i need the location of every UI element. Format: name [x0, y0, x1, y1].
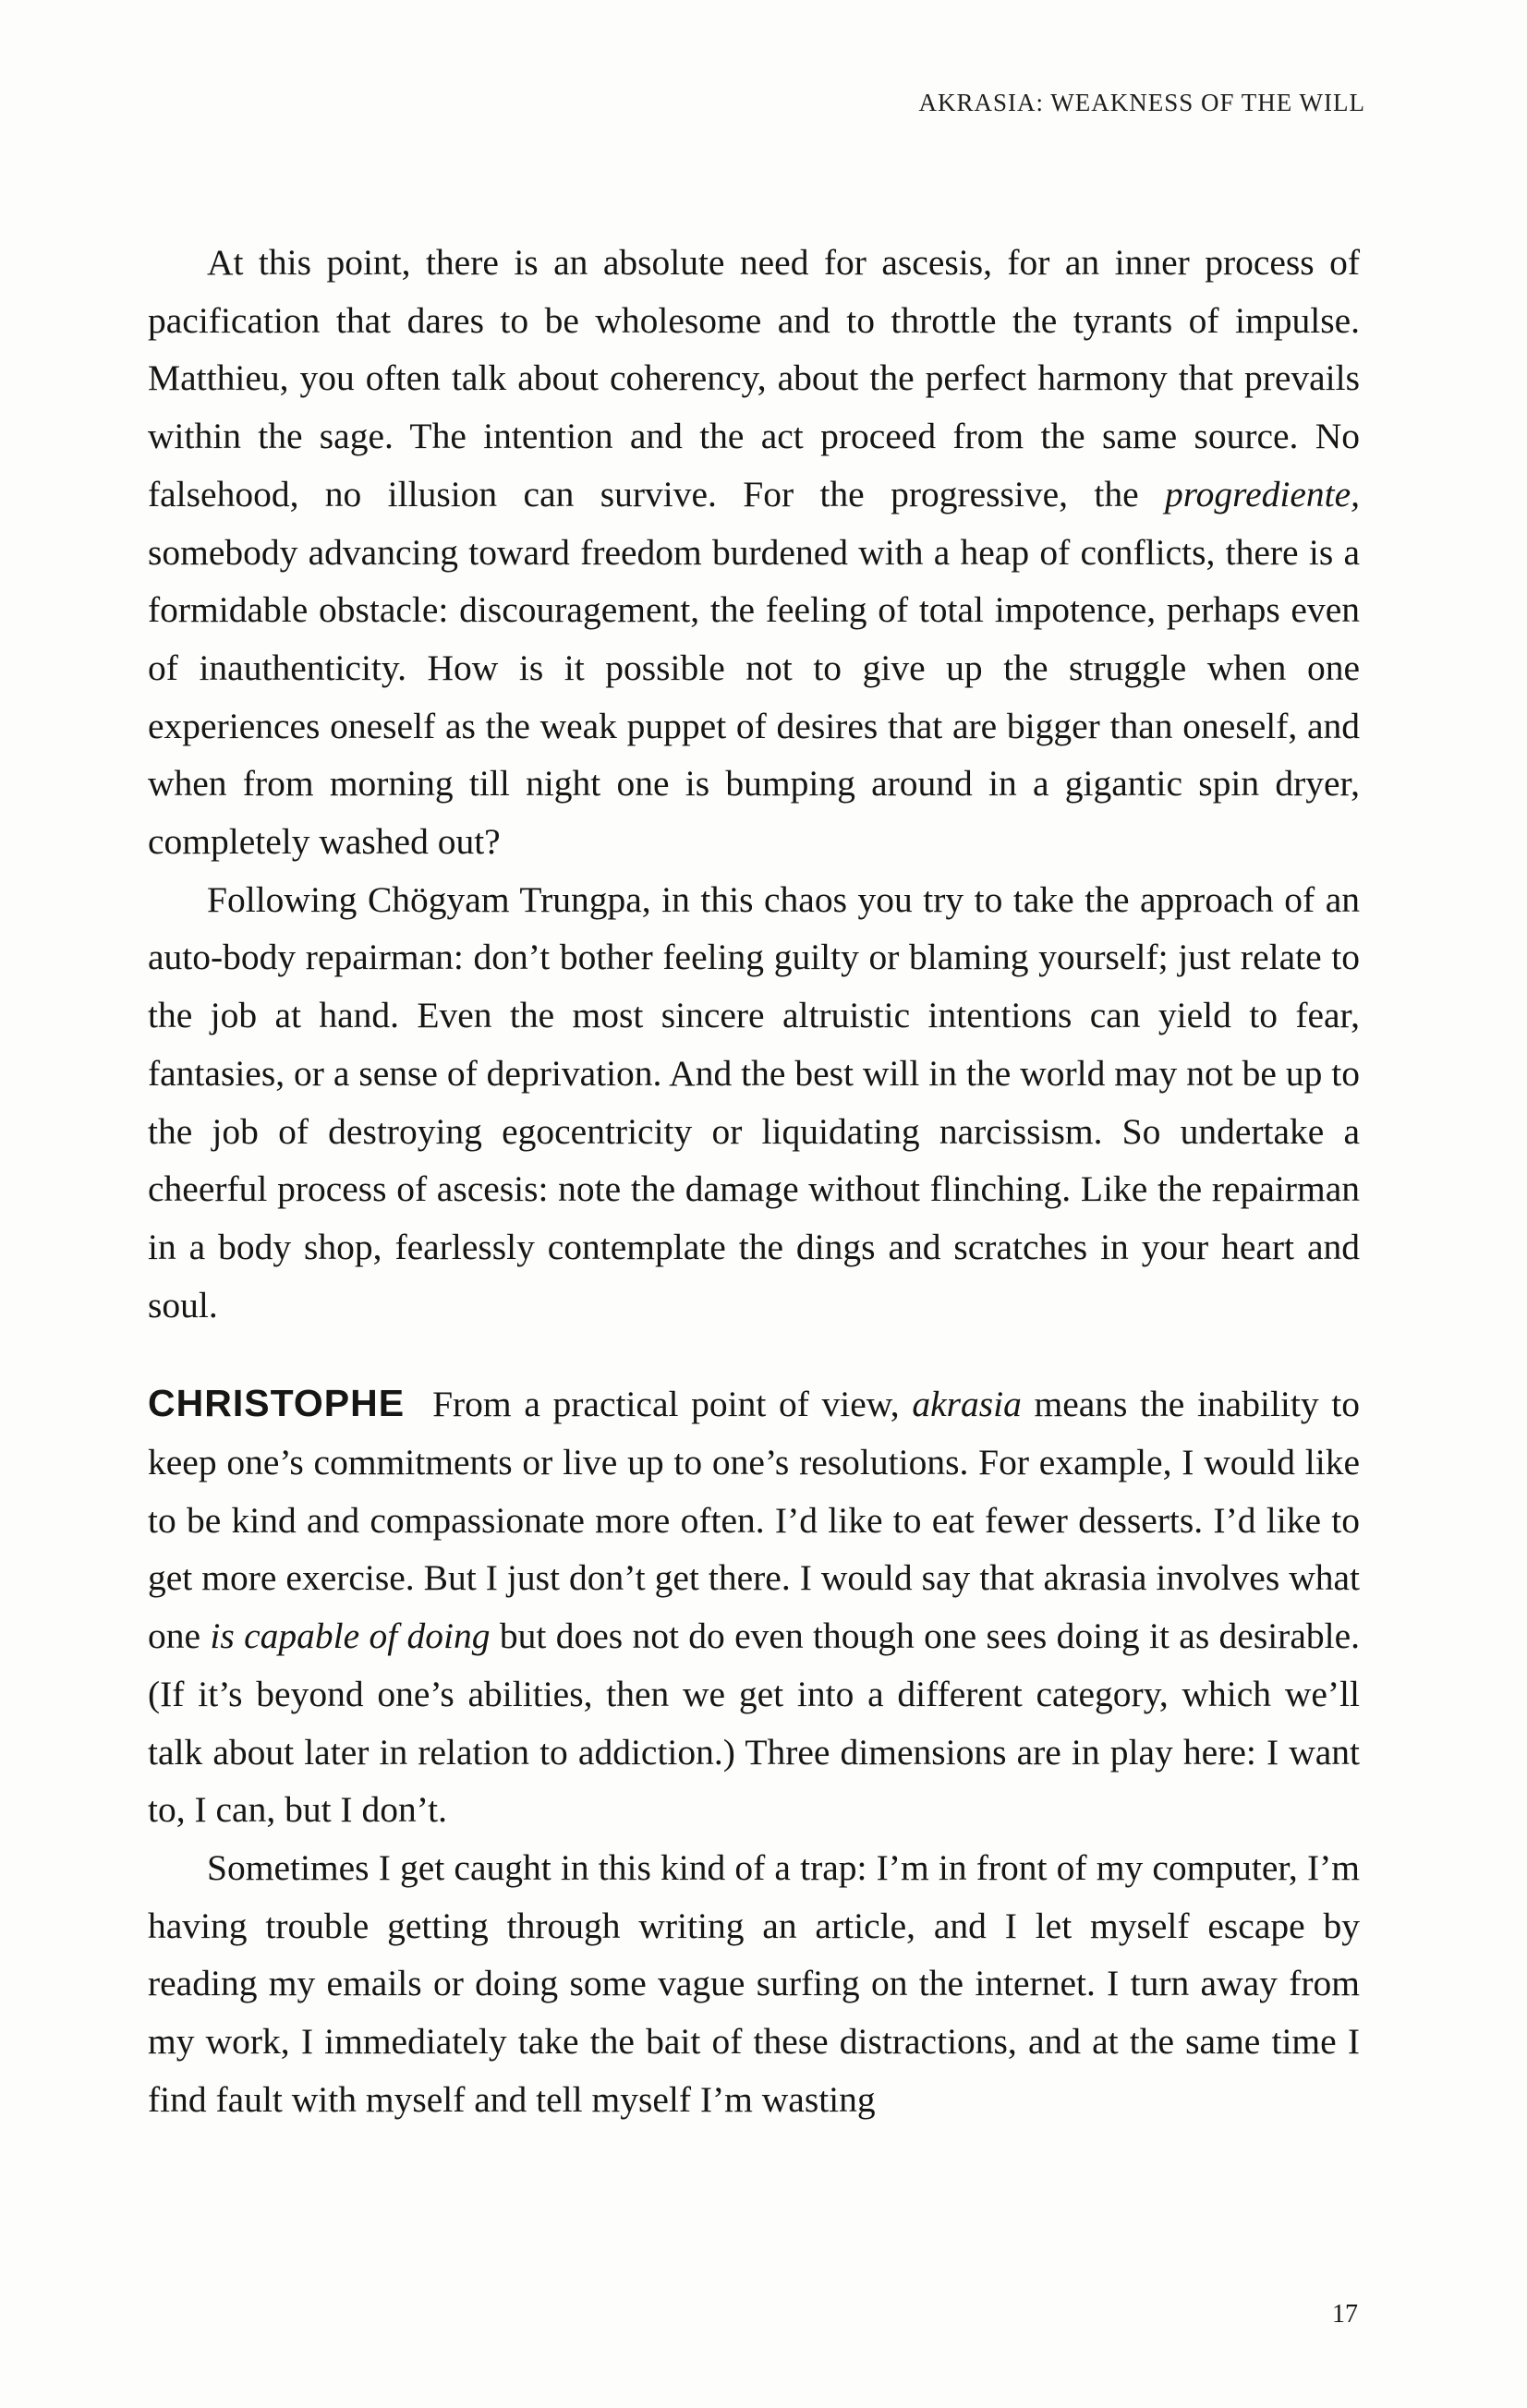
paragraph-1-text-c: somebody advancing toward freedom burdened with a heap of conflicts, there is a formidable obstacle: discouragement, the feeling of total impotence, perhaps even of inauthenticity. How is it possible not to give up the struggle when one experiences oneself as the weak puppet of desires that are bigger than oneself, and when from morning till night one is bumping around in a gigantic spin dryer, completely washed out? — [148, 531, 1360, 863]
paragraph-4: Sometimes I get caught in this kind of a trap: I’m in front of my computer, I’m having trouble getting through writing an article, and I let myself escape by reading my emails or doing some vague surfing on the internet. I turn away from my work, I immediately take the bait of these distractions, and at the same time I find fault with myself and tell myself I’m wasting — [148, 1846, 1360, 2120]
paragraph-3-italic-term: akrasia — [912, 1384, 1022, 1425]
body-text — [148, 234, 1360, 2129]
paragraph-3-italic-phrase: is capable of doing — [210, 1615, 491, 1657]
paragraph-3 — [148, 1374, 1360, 1839]
paragraph-1-text-a: At this point, there is an absolute need for ascesis, for an inner process of pacification that dares to be wholesome and to throttle the tyrants of impulse. Matthieu, you often talk about coherency, about the perfect harmony that prevails within the sage. The intention and the act proceed from the same source. No falsehood, no illusion can survive. For the progressive, the — [148, 242, 1360, 514]
paragraph-2: Following Chögyam Trungpa, in this chaos you try to take the approach of an auto-body repairman: don’t bother feeling guilty or blaming yourself; just relate to the job at hand. Even the most sincere altruistic intentions can yield to fear, fantasies, or a sense of deprivation. And the best will in the world may not be up to the job of destroying egocentricity or liquidating narcissism. So undertake a cheerful process of ascesis: note the damage without flinching. Like the repairman in a body shop, fearlessly contemplate the dings and scratches in your heart and soul. — [148, 878, 1360, 1325]
paragraph-3-text-a: From a practical point of view, — [432, 1384, 913, 1425]
running-head: AKRASIA: WEAKNESS OF THE WILL — [918, 89, 1365, 116]
paragraph-3-text-e: but does not do even though one sees doing it as desirable. (If it’s beyond one’s abilities, then we get into a different category, which we’ll talk about later in relation to addiction.) Three dimensions are in play here: I want to, I can, but I don’t. — [148, 1615, 1360, 1831]
paragraph-1-italic-term: progrediente, — [1165, 473, 1360, 514]
paragraph-3-text-c: means the inability to keep one’s commitments or live up to one’s resolutions. For example, I would like to be kind and compassionate more often. I’d like to eat fewer desserts. I’d like to get more exercise. But I just don’t get there. I would say that akrasia involves what one — [148, 1384, 1361, 1657]
speaker-name: CHRISTOPHE — [148, 1382, 406, 1425]
paragraph-1 — [148, 234, 1360, 871]
page-number: 17 — [1332, 2300, 1358, 2329]
